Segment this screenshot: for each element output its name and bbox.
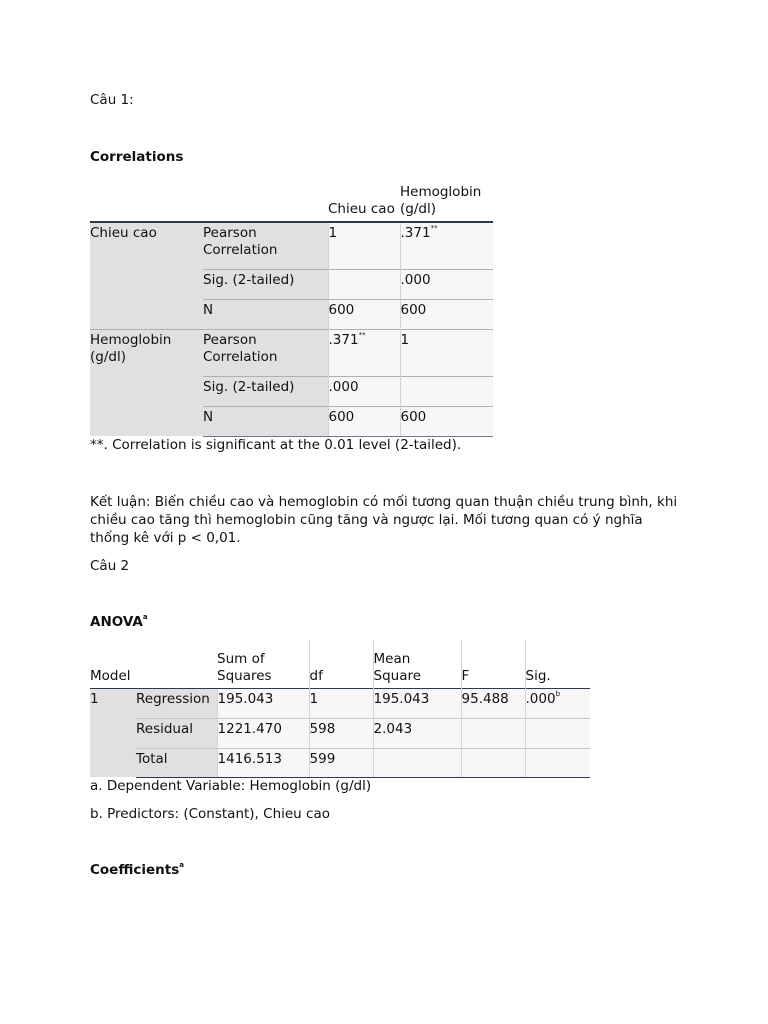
cell-value: 195.043 [217,688,309,718]
cell-value: 95.488 [461,688,525,718]
cell-value [525,748,590,777]
cell-value: 195.043 [373,688,461,718]
table-row [90,222,493,269]
question-2-label: Câu 2 [90,558,130,574]
col-header-hemoglobin: Hemoglobin (g/dl) [400,184,482,217]
cell-value: 1 [400,331,410,348]
cell-value: 600 [328,408,355,425]
cell-value: 600 [328,301,355,318]
cell-value [373,748,461,777]
cell-value [461,748,525,777]
cell-value [461,718,525,748]
anova-title: ANOVA$^a$ [90,613,148,630]
col-header-chieu-cao: Chieu cao [328,201,395,217]
significance-marker: ** [430,224,438,232]
cell-value: .371 [400,225,431,241]
coefficients-title: Coefficients$^a$ [90,861,185,878]
cell-value: 598 [309,718,373,748]
correlations-table [90,176,493,437]
header-mean-square: Mean Square [373,640,461,688]
row-label-total: Total [136,748,217,777]
row-group-chieu-cao: Chieu cao [90,222,203,329]
cell-value: .000 [525,690,556,707]
stat-label: Sig. (2-tailed) [203,376,328,406]
stat-label: Pearson Correlation [203,329,328,376]
anova-table [90,640,590,778]
cell-value [525,718,590,748]
question-1-label: Câu 1: [90,92,134,108]
cell-value: 600 [400,408,427,425]
table-row [90,748,590,777]
model-number: 1 [90,688,136,777]
cell-value: 599 [309,748,373,777]
row-label-regression: Regression [136,688,217,718]
row-group-hemoglobin: Hemoglobin (g/dl) [90,329,203,436]
stat-label: N [203,299,328,329]
footnote-marker: b [555,689,561,698]
header-f: F [461,640,525,688]
significance-marker: ** [358,330,366,339]
cell-value: 1221.470 [217,718,309,748]
table-row [90,688,590,718]
cell-value: 2.043 [373,718,461,748]
cell-value: .371 [328,331,359,348]
header-df: df [309,640,373,688]
anova-footnote-b: b. Predictors: (Constant), Chieu cao [90,806,330,822]
anova-footnote-a: a. Dependent Variable: Hemoglobin (g/dl) [90,778,372,794]
stat-label: N [203,406,328,436]
correlations-title: Correlations [90,149,184,165]
footnote-marker: a [179,861,185,869]
footnote-marker: a [142,613,148,621]
cell-value: 1 [328,225,338,241]
table-row [90,329,493,376]
cell-value: 600 [400,301,427,318]
cell-value: .000 [328,378,359,395]
header-sig: Sig. [525,640,590,688]
header-sum-of-squares: Sum of Squares [217,650,272,684]
conclusion-paragraph: Kết luận: Biến chiều cao và hemoglobin có mối tương quan thuận chiều trung bình, khi chiều cao tăng thì hemoglobin cũng tăng và ngược lại. Mối tương quan có ý nghĩa thống kê với p < 0,01. [90,494,678,546]
cell-value: .000 [400,271,431,288]
header-model: Model [90,667,131,684]
table-row [90,718,590,748]
stat-label: Pearson Correlation [203,222,328,269]
stat-label: Sig. (2-tailed) [203,269,328,299]
cell-value: 1416.513 [217,748,309,777]
correlations-footnote: **. Correlation is significant at the 0.01 level (2-tailed). [90,437,462,453]
cell-value: 1 [309,688,373,718]
row-label-residual: Residual [136,718,217,748]
